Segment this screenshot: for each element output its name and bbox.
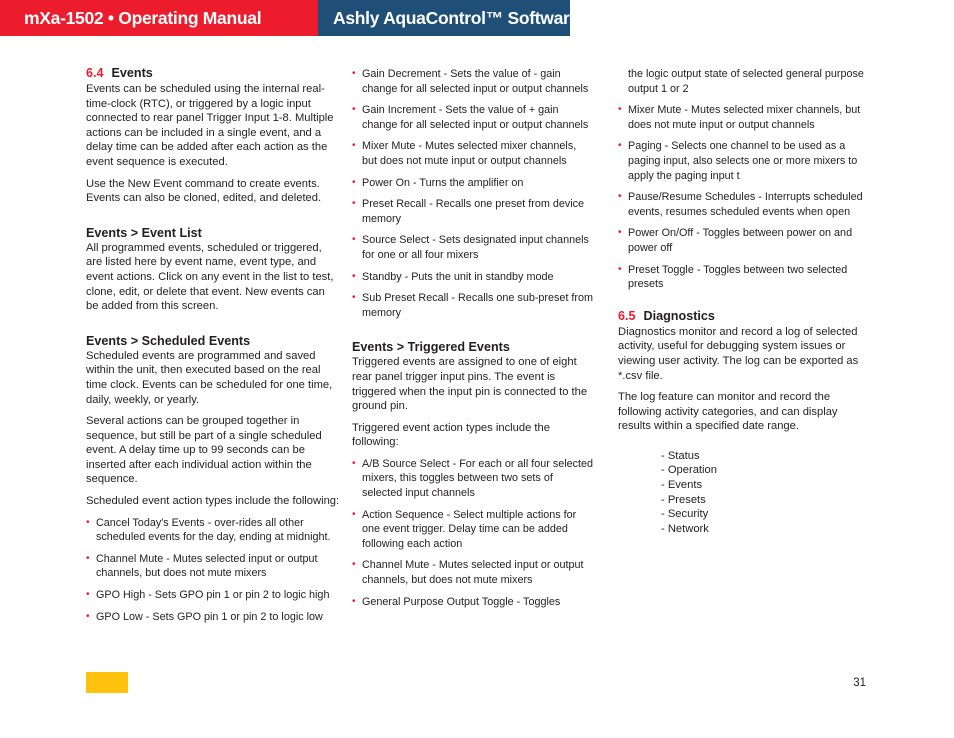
bullet-icon: • [352,457,356,469]
bullet-icon: • [618,263,622,275]
events-paragraph-1: Events can be scheduled using the internal real-time-clock (RTC), or triggered by a logic input connected to rear panel Trigger Input 1-8. Multiple actions can be included in a single event, and a delay time can be added after each action as the event sequence is executed. [86,83,334,168]
list-item: • Power On - Turns the amplifier on [352,176,524,189]
bullet-icon: • [86,552,90,564]
scheduled-action-list-continued [352,67,594,320]
list-item: • Standby - Puts the unit in standby mode [352,270,554,283]
list-item: • Action Sequence - Select multiple actions for one event trigger. Delay time can be added following each action [352,508,577,550]
triggered-paragraph-2: Triggered event action types include the following: [352,421,550,449]
chapter-tab-marker [86,672,128,693]
list-item: - Presets [661,493,706,506]
bullet-icon: • [618,140,622,152]
list-item: • Cancel Today's Events - over-rides all other scheduled events for the day, ending at midnight. [86,516,331,544]
manual-title: mXa-1502 • Operating Manual [24,8,262,28]
bullet-icon: • [86,589,90,601]
diagnostics-heading [618,309,864,324]
scheduled-paragraph-1: Scheduled events are programmed and saved within the unit, then executed based on the real time clock. Events can be scheduled for one time, daily, weekly, or yearly. [86,349,333,406]
list-item-continuation: the logic output state of selected general purpose output 1 or 2 [628,68,864,95]
list-item: • Mixer Mute - Mutes selected mixer channels, but does not mute input or output channels [352,140,577,167]
events-heading [86,66,340,81]
list-item: - Events [661,479,703,492]
list-item: • GPO High - Sets GPO pin 1 or pin 2 to logic high [86,589,330,602]
bullet-icon: • [352,176,356,188]
list-item: • Source Select - Sets designated input channels for one or all four mixers [352,234,589,261]
bullet-icon: • [352,595,356,607]
section-title-banner [318,0,579,36]
events-section-number: 6.4 [86,66,104,80]
list-item: • A/B Source Select - For each or all four selected mixers, this toggles between two sets of selected input channels [352,457,594,500]
list-item: - Network [661,522,709,535]
bullet-icon: • [352,198,356,210]
event-list-heading: Events > Event List [86,225,202,240]
scheduled-events-heading: Events > Scheduled Events [86,333,251,348]
diagnostics-section-title: Diagnostics [643,308,715,323]
list-item: - Security [661,508,709,521]
scheduled-paragraph-3: Scheduled event action types include the following: [86,495,340,508]
list-item: • GPO Low - Sets GPO pin 1 or pin 2 to logic low [86,610,323,623]
column-1 [86,66,340,631]
diagnostics-section-number: 6.5 [618,308,636,323]
list-item: • Mixer Mute - Mutes selected mixer channels, but does not mute input or output channels [618,104,861,131]
bullet-icon: • [618,191,622,203]
list-item: • General Purpose Output Toggle - Toggles [352,595,561,608]
bullet-icon: • [352,559,356,571]
bullet-icon: • [86,610,90,622]
bullet-icon: • [352,292,356,304]
list-item: • Preset Recall - Recalls one preset from device memory [352,198,585,225]
list-item: • Power On/Off - Toggles between power on and power off [618,227,853,254]
triggered-action-list [352,457,594,609]
column-3 [618,67,864,536]
bullet-icon: • [352,104,356,116]
manual-title-banner [0,0,318,36]
list-item: • Channel Mute - Mutes selected input or output channels, but does not mute mixers [352,559,584,587]
scheduled-action-list [86,516,340,625]
bullet-icon: • [352,68,356,79]
log-category-list [618,449,864,537]
list-item: • Paging - Selects one channel to be used as a paging input, also selects one or more mixers to apply the paging input t [618,140,858,182]
bullet-icon: • [352,234,356,246]
column-2 [352,67,594,616]
bullet-icon: • [352,508,356,520]
triggered-paragraph-1: Triggered events are assigned to one of eight rear panel trigger input pins. The event is triggered when the input pin is connected to the ground pin. [352,356,588,413]
list-item: • Sub Preset Recall - Recalls one sub-preset from memory [352,292,594,319]
bullet-icon: • [352,140,356,152]
bullet-icon: • [618,104,622,116]
events-paragraph-2: Use the New Event command to create events. Events can also be cloned, edited, and deleted. [86,177,322,205]
page-number: 31 [853,677,866,689]
bullet-icon: • [86,516,90,528]
list-item: - Status [661,449,700,462]
events-section-title: Events [111,66,153,80]
bullet-icon: • [352,270,356,282]
scheduled-paragraph-2: Several actions can be grouped together in sequence, but still be part of a single scheduled event. A delay time up to 99 seconds can be inserted after each individual action within the sequence. [86,415,322,486]
list-item: • Gain Increment - Sets the value of + gain change for all selected input or output channels [352,104,589,131]
diagnostics-paragraph-2: The log feature can monitor and record the following activity categories, and can display results within a specified date range. [618,391,838,433]
section-title: Ashly AquaControl™ Software [333,8,579,28]
list-item: • Gain Decrement - Sets the value of - gain change for all selected input or output channels [352,68,589,95]
list-item: • Pause/Resume Schedules - Interrupts scheduled events, resumes scheduled events when open [618,191,863,218]
bullet-icon: • [618,227,622,239]
list-item: • Channel Mute - Mutes selected input or output channels, but does not mute mixers [86,552,318,580]
triggered-events-heading: Events > Triggered Events [352,340,510,355]
list-item: - Operation [661,464,717,477]
event-list-paragraph: All programmed events, scheduled or triggered, are listed here by event name, event type, and event actions. Click on any event in the list to test, clone, edit, or delete that event. New events can be added from this screen. [86,241,334,313]
list-item: • Preset Toggle - Toggles between two selected presets [618,263,848,291]
diagnostics-paragraph-1: Diagnostics monitor and record a log of selected activity, useful for debugging system issues or viewing user activity. The log can be exported as *.csv file. [618,325,859,382]
triggered-action-list-continued [618,103,864,292]
